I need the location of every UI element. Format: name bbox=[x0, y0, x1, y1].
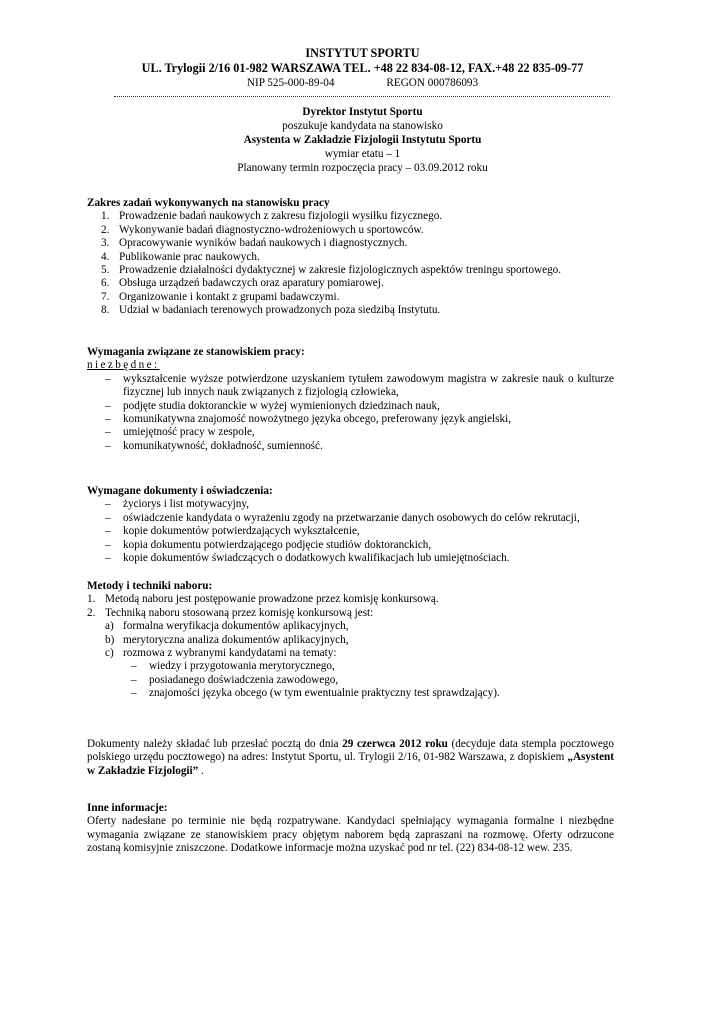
list-item bbox=[87, 373, 614, 400]
dash-bullet: – bbox=[105, 426, 111, 439]
documents-section bbox=[87, 485, 614, 565]
dash-bullet: – bbox=[131, 660, 137, 673]
interview-topics-list bbox=[123, 660, 614, 700]
item-text: kopie dokumentów świadczących o dodatkowych kwalifikacjach lub umiejętnościach. bbox=[123, 552, 510, 565]
list-item bbox=[87, 237, 614, 250]
item-text: posiadanego doświadczenia zawodowego, bbox=[149, 673, 339, 686]
list-item bbox=[117, 660, 614, 673]
item-text: wykształcenie wyższe potwierdzone uzyskaniem tytułem zawodowym magistra w zakresie nauk o kulturze fizycznej lub innych nauk związanych z fizjologią człowieka, bbox=[123, 372, 614, 399]
duties-heading: Zakres zadań wykonywanych na stanowisku pracy bbox=[87, 197, 330, 209]
item-number: 3. bbox=[101, 237, 110, 250]
regon-number: REGON 000786093 bbox=[386, 77, 479, 89]
duties-list bbox=[87, 210, 614, 317]
methods-list bbox=[87, 593, 614, 700]
list-item bbox=[87, 291, 614, 304]
list-item bbox=[87, 426, 614, 439]
institute-address: UL. Trylogii 2/16 01-982 WARSZAWA TEL. +48 22 834-08-12, FAX.+48 22 835-09-77 bbox=[141, 61, 584, 75]
item-text: formalna weryfikacja dokumentów aplikacyjnych, bbox=[123, 620, 349, 633]
list-item bbox=[87, 304, 614, 317]
item-text: Udział w badaniach terenowych prowadzonych poza siedzibą Instytutu. bbox=[119, 304, 441, 317]
list-item bbox=[87, 400, 614, 413]
list-item bbox=[117, 674, 614, 687]
list-item bbox=[87, 539, 614, 552]
item-number: 2. bbox=[101, 223, 110, 236]
position-title: Asystenta w Zakładzie Fizjologii Instytutu Sportu bbox=[243, 134, 482, 146]
start-date-line: Planowany termin rozpoczęcia pracy – 03.09.2012 roku bbox=[237, 162, 488, 174]
documents-list bbox=[87, 498, 614, 565]
dash-bullet: – bbox=[131, 687, 137, 700]
deadline-date: 29 czerwca 2012 roku bbox=[342, 738, 448, 750]
director-line: Dyrektor Instytut Sportu bbox=[302, 106, 423, 118]
item-text: Prowadzenie działalności dydaktycznej w zakresie fizjologicznych aspektów treningu sportowego. bbox=[119, 264, 562, 277]
dash-bullet: – bbox=[105, 439, 111, 452]
item-text: podjęte studia doktoranckie w wyżej wymienionych dziedzinach nauk, bbox=[123, 399, 440, 412]
item-text: Publikowanie prac naukowych. bbox=[119, 250, 260, 263]
item-letter: c) bbox=[105, 647, 114, 660]
item-number: 7. bbox=[101, 290, 110, 303]
list-item bbox=[87, 251, 614, 264]
requirements-list bbox=[87, 373, 614, 453]
fte-line: wymiar etatu – 1 bbox=[324, 148, 401, 160]
item-text: kopia dokumentu potwierdzającego podjęcie studiów doktoranckich, bbox=[123, 538, 432, 551]
seeks-line: poszukuje kandydata na stanowisko bbox=[282, 120, 443, 132]
list-item bbox=[87, 620, 614, 633]
dash-bullet: – bbox=[105, 538, 111, 551]
list-item bbox=[87, 647, 614, 660]
dash-bullet: – bbox=[105, 511, 111, 524]
dash-bullet: – bbox=[105, 399, 111, 412]
list-item bbox=[117, 687, 614, 700]
institute-name: INSTYTUT SPORTU bbox=[305, 46, 420, 60]
other-info-heading: Inne informacje: bbox=[87, 802, 168, 814]
item-text: znajomości języka obcego (w tym ewentualnie praktyczny test sprawdzający). bbox=[149, 687, 500, 700]
other-info-section bbox=[87, 802, 614, 856]
list-item: 1. Metodą naboru jest postępowanie prowadzone przez komisję konkursową. bbox=[87, 593, 439, 606]
dash-bullet: – bbox=[105, 413, 111, 426]
list-item bbox=[87, 634, 614, 647]
item-text: komunikatywność, dokładność, sumienność. bbox=[123, 439, 323, 452]
duties-section bbox=[87, 197, 614, 318]
dash-bullet: – bbox=[131, 673, 137, 686]
dash-bullet: – bbox=[105, 372, 111, 385]
item-text: umiejętność pracy w zespole, bbox=[123, 426, 255, 439]
nip-number: NIP 525-000-89-04 bbox=[246, 77, 335, 89]
item-number: 6. bbox=[101, 277, 110, 290]
submission-paragraph: Dokumenty należy składać lub przesłać pocztą do dnia 29 czerwca 2012 roku (decyduje data stempla pocztowego polskiego urzędu pocztowego) na adres: Instytut Sportu, ul. Trylogii 2/16, 01-982 Warszawa, z dopiskiem „Asystent w Zakładzie Fizjologii” . bbox=[87, 738, 614, 777]
list-item bbox=[87, 512, 614, 525]
institute-ids bbox=[0, 77, 725, 90]
item-text: kopie dokumentów potwierdzających wykształcenie, bbox=[123, 525, 360, 538]
item-letter: b) bbox=[105, 633, 115, 646]
dash-bullet: – bbox=[105, 552, 111, 565]
requirements-section bbox=[87, 346, 614, 453]
methods-heading: Metody i techniki naboru: bbox=[87, 580, 213, 592]
item-text: Opracowywanie wyników badań naukowych i diagnostycznych. bbox=[119, 237, 408, 250]
list-item bbox=[87, 498, 614, 511]
dash-bullet: – bbox=[105, 498, 111, 511]
list-item bbox=[87, 277, 614, 290]
item-number: 1. bbox=[101, 210, 110, 223]
item-text: merytoryczna analiza dokumentów aplikacyjnych, bbox=[123, 633, 349, 646]
other-info-text: Oferty nadesłane po terminie nie będą rozpatrywane. Kandydaci spełniający wymagania formalne i niezbędne wymagania związane ze stanowiskiem pracy objętym naborem będą zapraszani na rozmowę. Oferty odrzucone zostaną komisyjnie zniszczone. Dodatkowe informacje można uzyskać pod nr tel. (22) 834-08-12 wew. 235. bbox=[87, 815, 614, 855]
list-item bbox=[87, 440, 614, 453]
requirements-subheading: niezbędne: bbox=[87, 359, 160, 372]
item-text: Wykonywanie badań diagnostyczno-wdrożeniowych u sportowców. bbox=[119, 223, 424, 236]
item-text: komunikatywna znajomość nowożytnego języka obcego, preferowany język angielski, bbox=[123, 413, 512, 426]
list-item bbox=[87, 210, 614, 223]
item-text: Organizowanie i kontakt z grupami badawczymi. bbox=[119, 290, 340, 303]
list-item bbox=[87, 264, 614, 277]
item-text: Prowadzenie badań naukowych z zakresu fizjologii wysiłku fizycznego. bbox=[119, 210, 443, 223]
item-number: 5. bbox=[101, 264, 110, 277]
list-item bbox=[87, 525, 614, 538]
item-text: Obsługa urządzeń badawczych oraz aparatury pomiarowej. bbox=[119, 277, 384, 290]
dash-bullet: – bbox=[105, 525, 111, 538]
dotted-divider bbox=[114, 96, 610, 97]
list-item bbox=[87, 552, 614, 565]
item-number: 4. bbox=[101, 250, 110, 263]
item-letter: a) bbox=[105, 620, 114, 633]
list-item: 2. Techniką naboru stosowaną przez komisję konkursową jest: a) formalna weryfikacja dokumentów aplikacyjnych, b) merytoryczna analiza dokumentów aplikacyjnych, c) rozmowa z wybranymi kandydatami na tematy: – wiedzy i przygotowania merytorycznego, – posiadanego doświadczenia zawodowego, – znajomości języka obcego (w tym ewentualnie praktyczny test sprawdzający). bbox=[87, 607, 614, 701]
item-text: oświadczenie kandydata o wyrażeniu zgody na przetwarzanie danych osobowych do celów rekrutacji, bbox=[123, 511, 580, 524]
item-text: wiedzy i przygotowania merytorycznego, bbox=[149, 660, 335, 673]
methods-sublist bbox=[105, 620, 614, 660]
documents-heading: Wymagane dokumenty i oświadczenia: bbox=[87, 485, 273, 497]
envelope-label: „Asystent w Zakładzie Fizjologii” bbox=[87, 751, 614, 777]
item-number: 8. bbox=[101, 304, 110, 317]
methods-section bbox=[87, 580, 614, 701]
requirements-heading: Wymagania związane ze stanowiskiem pracy: bbox=[87, 346, 305, 358]
item-text: rozmowa z wybranymi kandydatami na tematy: bbox=[123, 647, 337, 660]
list-item bbox=[87, 224, 614, 237]
item-text: życiorys i list motywacyjny, bbox=[123, 498, 250, 511]
list-item bbox=[87, 413, 614, 426]
